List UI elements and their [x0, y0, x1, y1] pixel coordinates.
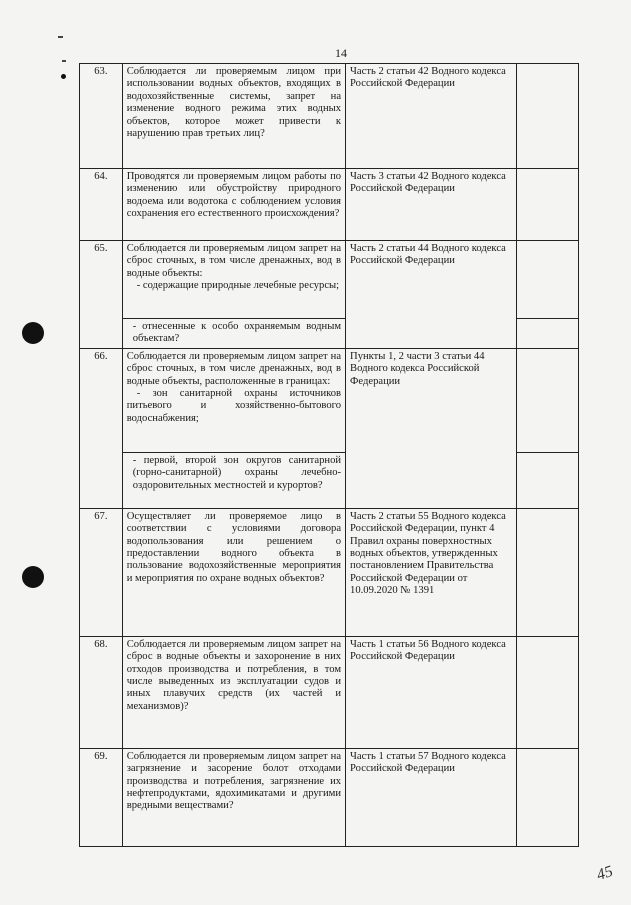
legal-reference: Пункты 1, 2 части 3 статьи 44 Водного кодекса Российской Федерации [346, 348, 517, 508]
question-cell [122, 241, 345, 319]
legal-reference: Часть 3 статьи 42 Водного кодекса Российской Федерации [346, 169, 517, 241]
question-text: Соблюдается ли проверяемым лицом запрет на сброс в водные объекты и захоронение в них отходов производства и потребления, в том числе выведенных из эксплуатации судов и иных плавучих средств (их частей и механизмов)? [122, 636, 345, 748]
question-text: Соблюдается ли проверяемым лицом запрет на сброс сточных, в том числе дренажных, вод в водные объекты, расположенные в границах: [126, 350, 342, 387]
scan-mark [61, 74, 66, 79]
question-subitem: - отнесенные к особо охраняемым водным объектам? [122, 319, 345, 349]
row-number: 63. [80, 64, 123, 169]
row-number: 66. [80, 348, 123, 508]
mark-cell [517, 452, 579, 508]
scan-mark [62, 60, 66, 62]
question-text: Соблюдается ли проверяемым лицом запрет на загрязнение и засорение болот отходами производства и потребления, загрязнение их нефтепродуктами, ядохимикатами и другими вредными веществами? [122, 748, 345, 846]
question-text: Соблюдается ли проверяемым лицом при использовании водных объектов, входящих в водохозяйственные системы, запрет на изменение водного режима этих водных объектов, которое может привести к нарушению прав третьих лиц? [122, 64, 345, 169]
table-row [80, 748, 579, 846]
table-row [80, 348, 579, 452]
question-text: Соблюдается ли проверяемым лицом запрет на сброс сточных, в том числе дренажных, вод в водные объекты: [126, 243, 342, 279]
scan-mark [58, 36, 63, 38]
question-text: Осуществляет ли проверяемое лицо в соответствии с условиями договора водопользования или решением о предоставлении водного объекта в пользование водохозяйственные мероприятия и мероприятия по охране водных объектов? [122, 508, 345, 636]
mark-cell [517, 241, 579, 319]
row-number: 68. [80, 636, 123, 748]
row-number: 67. [80, 508, 123, 636]
question-subitem: - первой, второй зон округов санитарной (горно-санитарной) охраны лечебно-оздоровительных местностей и курортов? [122, 452, 345, 508]
row-number: 65. [80, 241, 123, 349]
question-text: Проводятся ли проверяемым лицом работы по изменению или обустройству природного водоема или водотока с соблюдением условия сохранения его естественного происхождения? [122, 169, 345, 241]
legal-reference: Часть 2 статьи 44 Водного кодекса Российской Федерации [346, 241, 517, 349]
mark-cell [517, 748, 579, 846]
legal-reference: Часть 1 статьи 57 Водного кодекса Российской Федерации [346, 748, 517, 846]
question-subitem: - зон санитарной охраны источников питьевого и хозяйственно-бытового водоснабжения; [126, 388, 342, 424]
page-number: 14 [335, 46, 347, 60]
mark-cell [517, 636, 579, 748]
mark-cell [517, 508, 579, 636]
question-subitem: - содержащие природные лечебные ресурсы; [136, 280, 340, 292]
row-number: 64. [80, 169, 123, 241]
legal-reference: Часть 2 статьи 42 Водного кодекса Российской Федерации [346, 64, 517, 169]
handwritten-mark: 45 [594, 862, 616, 885]
punch-hole [22, 566, 44, 588]
legal-reference: Часть 2 статьи 55 Водного кодекса Российской Федерации, пункт 4 Правил охраны поверхностных водных объектов, утвержденных постановлением Правительства Российской Федерации от 10.09.2020 № 1391 [346, 508, 517, 636]
punch-hole [22, 322, 44, 344]
row-number: 69. [80, 748, 123, 846]
table-row [80, 241, 579, 319]
table-row [80, 64, 579, 169]
mark-cell [517, 169, 579, 241]
table-row [80, 169, 579, 241]
mark-cell [517, 319, 579, 349]
checklist-table [79, 63, 579, 847]
table-row [80, 636, 579, 748]
mark-cell [517, 64, 579, 169]
legal-reference: Часть 1 статьи 56 Водного кодекса Российской Федерации [346, 636, 517, 748]
question-cell [122, 348, 345, 452]
table-row [80, 508, 579, 636]
mark-cell [517, 348, 579, 452]
